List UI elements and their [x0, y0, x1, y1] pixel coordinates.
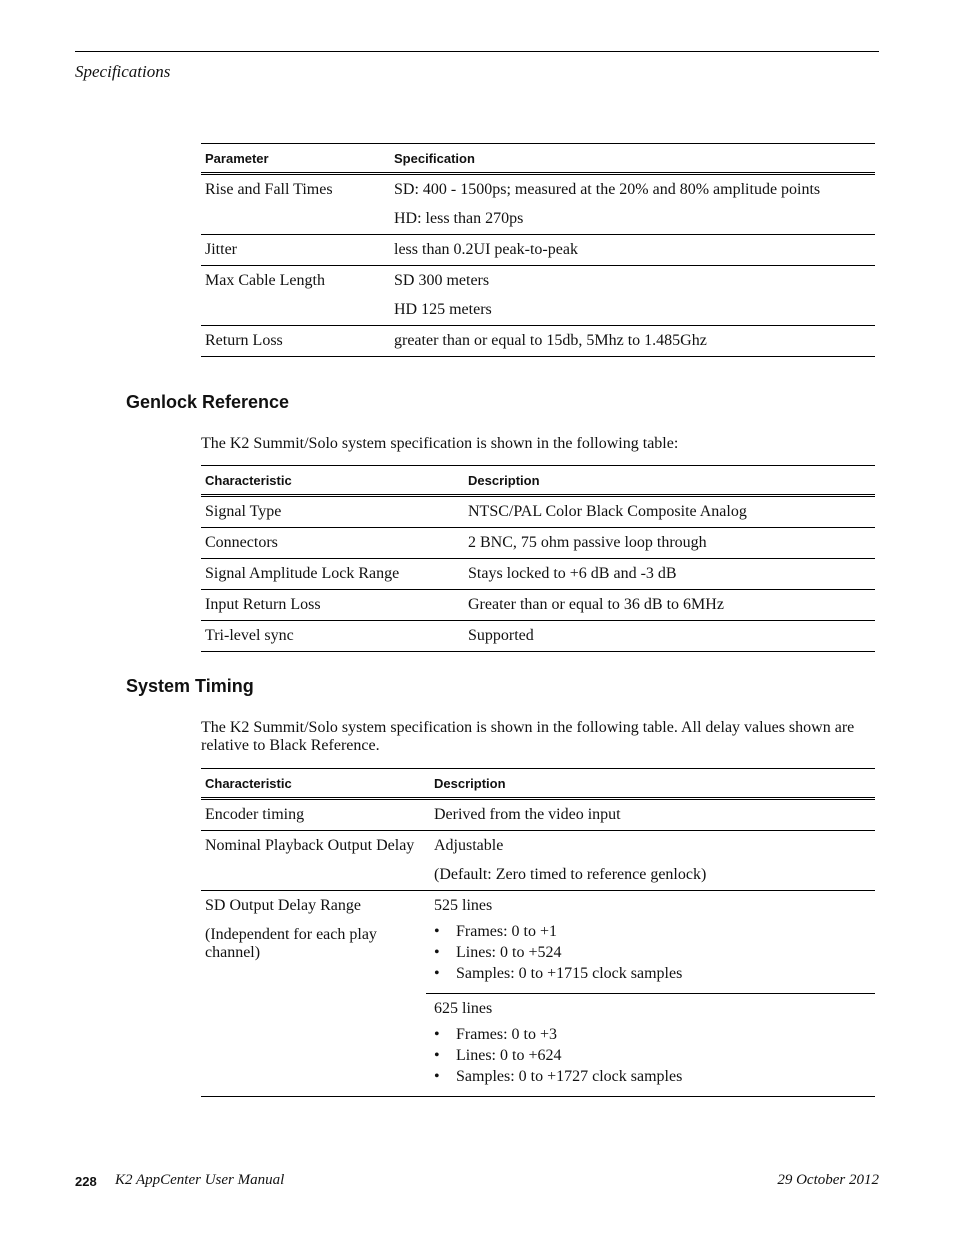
characteristic-cell: Connectors [201, 528, 464, 559]
video-output-spec-table [201, 143, 875, 357]
table-row [201, 174, 875, 235]
characteristic-cell: Signal Amplitude Lock Range [201, 559, 464, 590]
table-row [201, 590, 875, 621]
table-row [201, 496, 875, 528]
genlock-table [201, 465, 875, 652]
bullet-list [434, 921, 871, 984]
characteristic-line: (Independent for each play channel) [205, 926, 377, 961]
table-row [201, 326, 875, 357]
table-row [201, 528, 875, 559]
column-header-characteristic: Characteristic [201, 466, 464, 496]
publication-date: 29 October 2012 [777, 1172, 879, 1188]
bullet-icon: • [434, 1047, 440, 1064]
parameter-cell: Jitter [201, 235, 390, 266]
list-item [434, 1045, 871, 1066]
description-cell: Stays locked to +6 dB and -3 dB [464, 559, 875, 590]
characteristic-cell [201, 891, 430, 1097]
running-head: Specifications [75, 62, 171, 81]
description-cell: 2 BNC, 75 ohm passive loop through [464, 528, 875, 559]
column-header-parameter: Parameter [201, 144, 390, 174]
description-cell: Derived from the video input [430, 799, 875, 831]
manual-title: K2 AppCenter User Manual [115, 1172, 285, 1188]
parameter-cell: Rise and Fall Times [201, 174, 390, 235]
lines-625-block [426, 993, 875, 1096]
column-header-description: Description [464, 466, 875, 496]
page-number: 228 [75, 1174, 97, 1189]
parameter-cell: Max Cable Length [201, 266, 390, 326]
system-timing-table [201, 768, 875, 1097]
characteristic-line: SD Output Delay Range [205, 897, 361, 914]
block-title: 625 lines [434, 1000, 493, 1017]
list-item-text: Samples: 0 to +1727 clock samples [456, 1068, 683, 1085]
section-heading-system-timing: System Timing [126, 676, 254, 696]
bullet-icon: • [434, 1068, 440, 1085]
block-title: 525 lines [434, 897, 493, 914]
section-heading-genlock: Genlock Reference [126, 392, 290, 412]
characteristic-cell: Signal Type [201, 496, 464, 528]
specification-cell [390, 174, 875, 235]
spec-line: SD 300 meters [394, 272, 490, 289]
list-item-text: Lines: 0 to +524 [456, 944, 562, 961]
specification-cell [390, 235, 875, 266]
table-row [201, 891, 875, 1097]
description-cell: NTSC/PAL Color Black Composite Analog [464, 496, 875, 528]
spec-line: less than 0.2UI peak-to-peak [394, 241, 578, 258]
column-header-characteristic: Characteristic [201, 769, 430, 799]
list-item [434, 1024, 871, 1045]
description-cell: Greater than or equal to 36 dB to 6MHz [464, 590, 875, 621]
table-row [201, 266, 875, 326]
list-item [434, 963, 871, 984]
description-cell: Supported [464, 621, 875, 652]
table-row [201, 621, 875, 652]
column-header-specification: Specification [390, 144, 875, 174]
top-rule [75, 51, 879, 52]
bullet-icon: • [434, 923, 440, 940]
list-item-text: Frames: 0 to +1 [456, 923, 558, 940]
bullet-icon: • [434, 944, 440, 961]
description-cell [430, 891, 875, 1097]
timing-intro: The K2 Summit/Solo system specification is shown in the following table. All delay values shown are relative to Black Reference. [201, 719, 855, 754]
spec-line: HD: less than 270ps [394, 210, 524, 227]
characteristic-cell: Encoder timing [201, 799, 430, 831]
spec-line: HD 125 meters [394, 301, 492, 318]
spec-line: SD: 400 - 1500ps; measured at the 20% and 80% amplitude points [394, 181, 821, 198]
table-row [201, 799, 875, 831]
description-line: Adjustable [434, 837, 504, 854]
list-item-text: Lines: 0 to +624 [456, 1047, 562, 1064]
list-item [434, 942, 871, 963]
spec-line: greater than or equal to 15db, 5Mhz to 1.485Ghz [394, 332, 707, 349]
list-item [434, 921, 871, 942]
column-header-description: Description [430, 769, 875, 799]
characteristic-cell: Input Return Loss [201, 590, 464, 621]
list-item-text: Frames: 0 to +3 [456, 1026, 558, 1043]
characteristic-cell: Nominal Playback Output Delay [201, 831, 430, 891]
genlock-intro: The K2 Summit/Solo system specification is shown in the following table: [201, 435, 679, 452]
list-item-text: Samples: 0 to +1715 clock samples [456, 965, 683, 982]
characteristic-cell: Tri-level sync [201, 621, 464, 652]
specification-cell [390, 266, 875, 326]
table-row [201, 559, 875, 590]
parameter-cell: Return Loss [201, 326, 390, 357]
bullet-icon: • [434, 1026, 440, 1043]
description-cell [430, 831, 875, 891]
bullet-icon: • [434, 965, 440, 982]
list-item [434, 1066, 871, 1087]
table-row [201, 235, 875, 266]
description-line: (Default: Zero timed to reference genlock) [434, 866, 707, 883]
specification-cell [390, 326, 875, 357]
table-row [201, 831, 875, 891]
bullet-list [434, 1024, 871, 1087]
lines-525-block [430, 891, 875, 993]
